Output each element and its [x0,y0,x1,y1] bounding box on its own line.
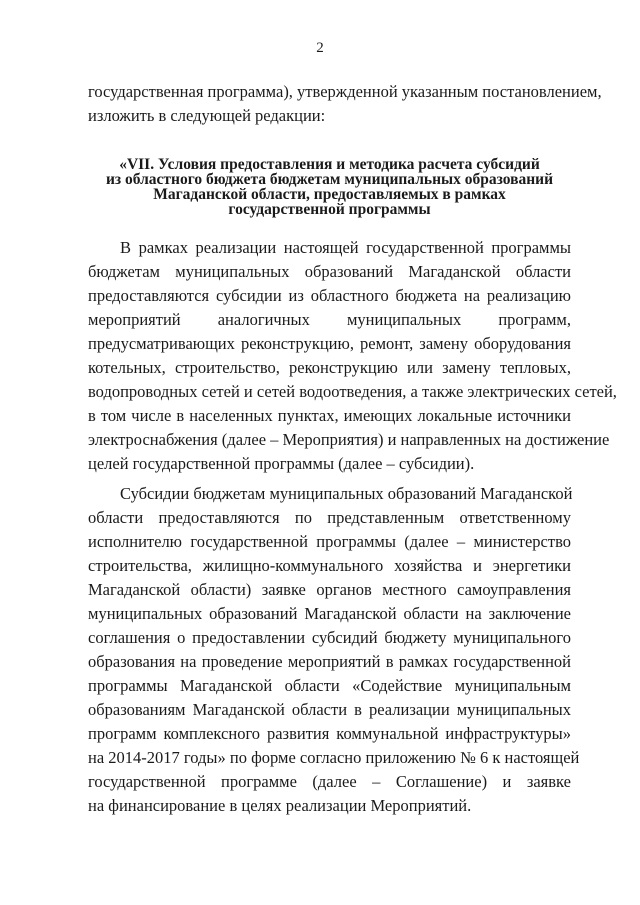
paragraph-line: на финансирование в целях реализации Мероприятий. [88,796,472,815]
page-number: 2 [316,40,324,56]
paragraph-line: мероприятий аналогичных муниципальных программ, [88,310,571,329]
paragraph-line: водопроводных сетей и сетей водоотведения, а также электрических сетей, [88,382,617,401]
paragraph-line: государственной программе (далее – Соглашение) и заявке [88,772,571,791]
intro-line: государственная программа), утвержденной указанным постановлением, [88,82,602,101]
paragraph-line: В рамках реализации настоящей государственной программы [120,238,571,257]
paragraph-line: программы Магаданской области «Содействие муниципальным [88,676,571,695]
paragraph-line: в том числе в населенных пунктах, имеющих локальные источники [88,406,571,425]
paragraph-line: котельных, строительство, реконструкцию или замену тепловых, [88,358,571,377]
paragraph-line: электроснабжения (далее – Мероприятия) и направленных на достижение [88,430,610,449]
section-heading-line: государственной программы [228,201,431,218]
intro-line: изложить в следующей редакции: [88,106,326,125]
paragraph-line: муниципальных образований Магаданской области на заключение [88,604,571,623]
paragraph-line: на 2014-2017 годы» по форме согласно приложению № 6 к настоящей [88,748,580,767]
paragraph-line: области предоставляются по представленным ответственному [88,508,571,527]
paragraph-line: образованиям Магаданской области в реализации муниципальных [88,700,571,719]
paragraph-line: целей государственной программы (далее – субсидии). [88,454,475,473]
paragraph-line: программ комплексного развития коммунальной инфраструктуры» [88,724,571,743]
paragraph-line: соглашения о предоставлении субсидий бюджету муниципального [88,628,571,647]
paragraph-line: предусматривающих реконструкцию, ремонт, замену оборудования [88,334,571,353]
paragraph-line: исполнителю государственной программы (далее – министерство [88,532,571,551]
paragraph-line: предоставляются субсидии из областного бюджета на реализацию [88,286,571,305]
paragraph-line: бюджетам муниципальных образований Магаданской области [88,262,571,281]
paragraph-line: строительства, жилищно-коммунального хозяйства и энергетики [88,556,571,575]
paragraph-line: Субсидии бюджетам муниципальных образований Магаданской [120,484,573,503]
section-heading-line: из областного бюджета бюджетам муниципальных образований [105,171,554,188]
paragraph-line: Магаданской области) заявке органов местного самоуправления [88,580,571,599]
paragraph-line: образования на проведение мероприятий в рамках государственной [88,652,571,671]
section-heading-line: «VII. Условия предоставления и методика расчета субсидий [119,156,540,173]
section-heading-line: Магаданской области, предоставляемых в рамках [153,186,506,203]
